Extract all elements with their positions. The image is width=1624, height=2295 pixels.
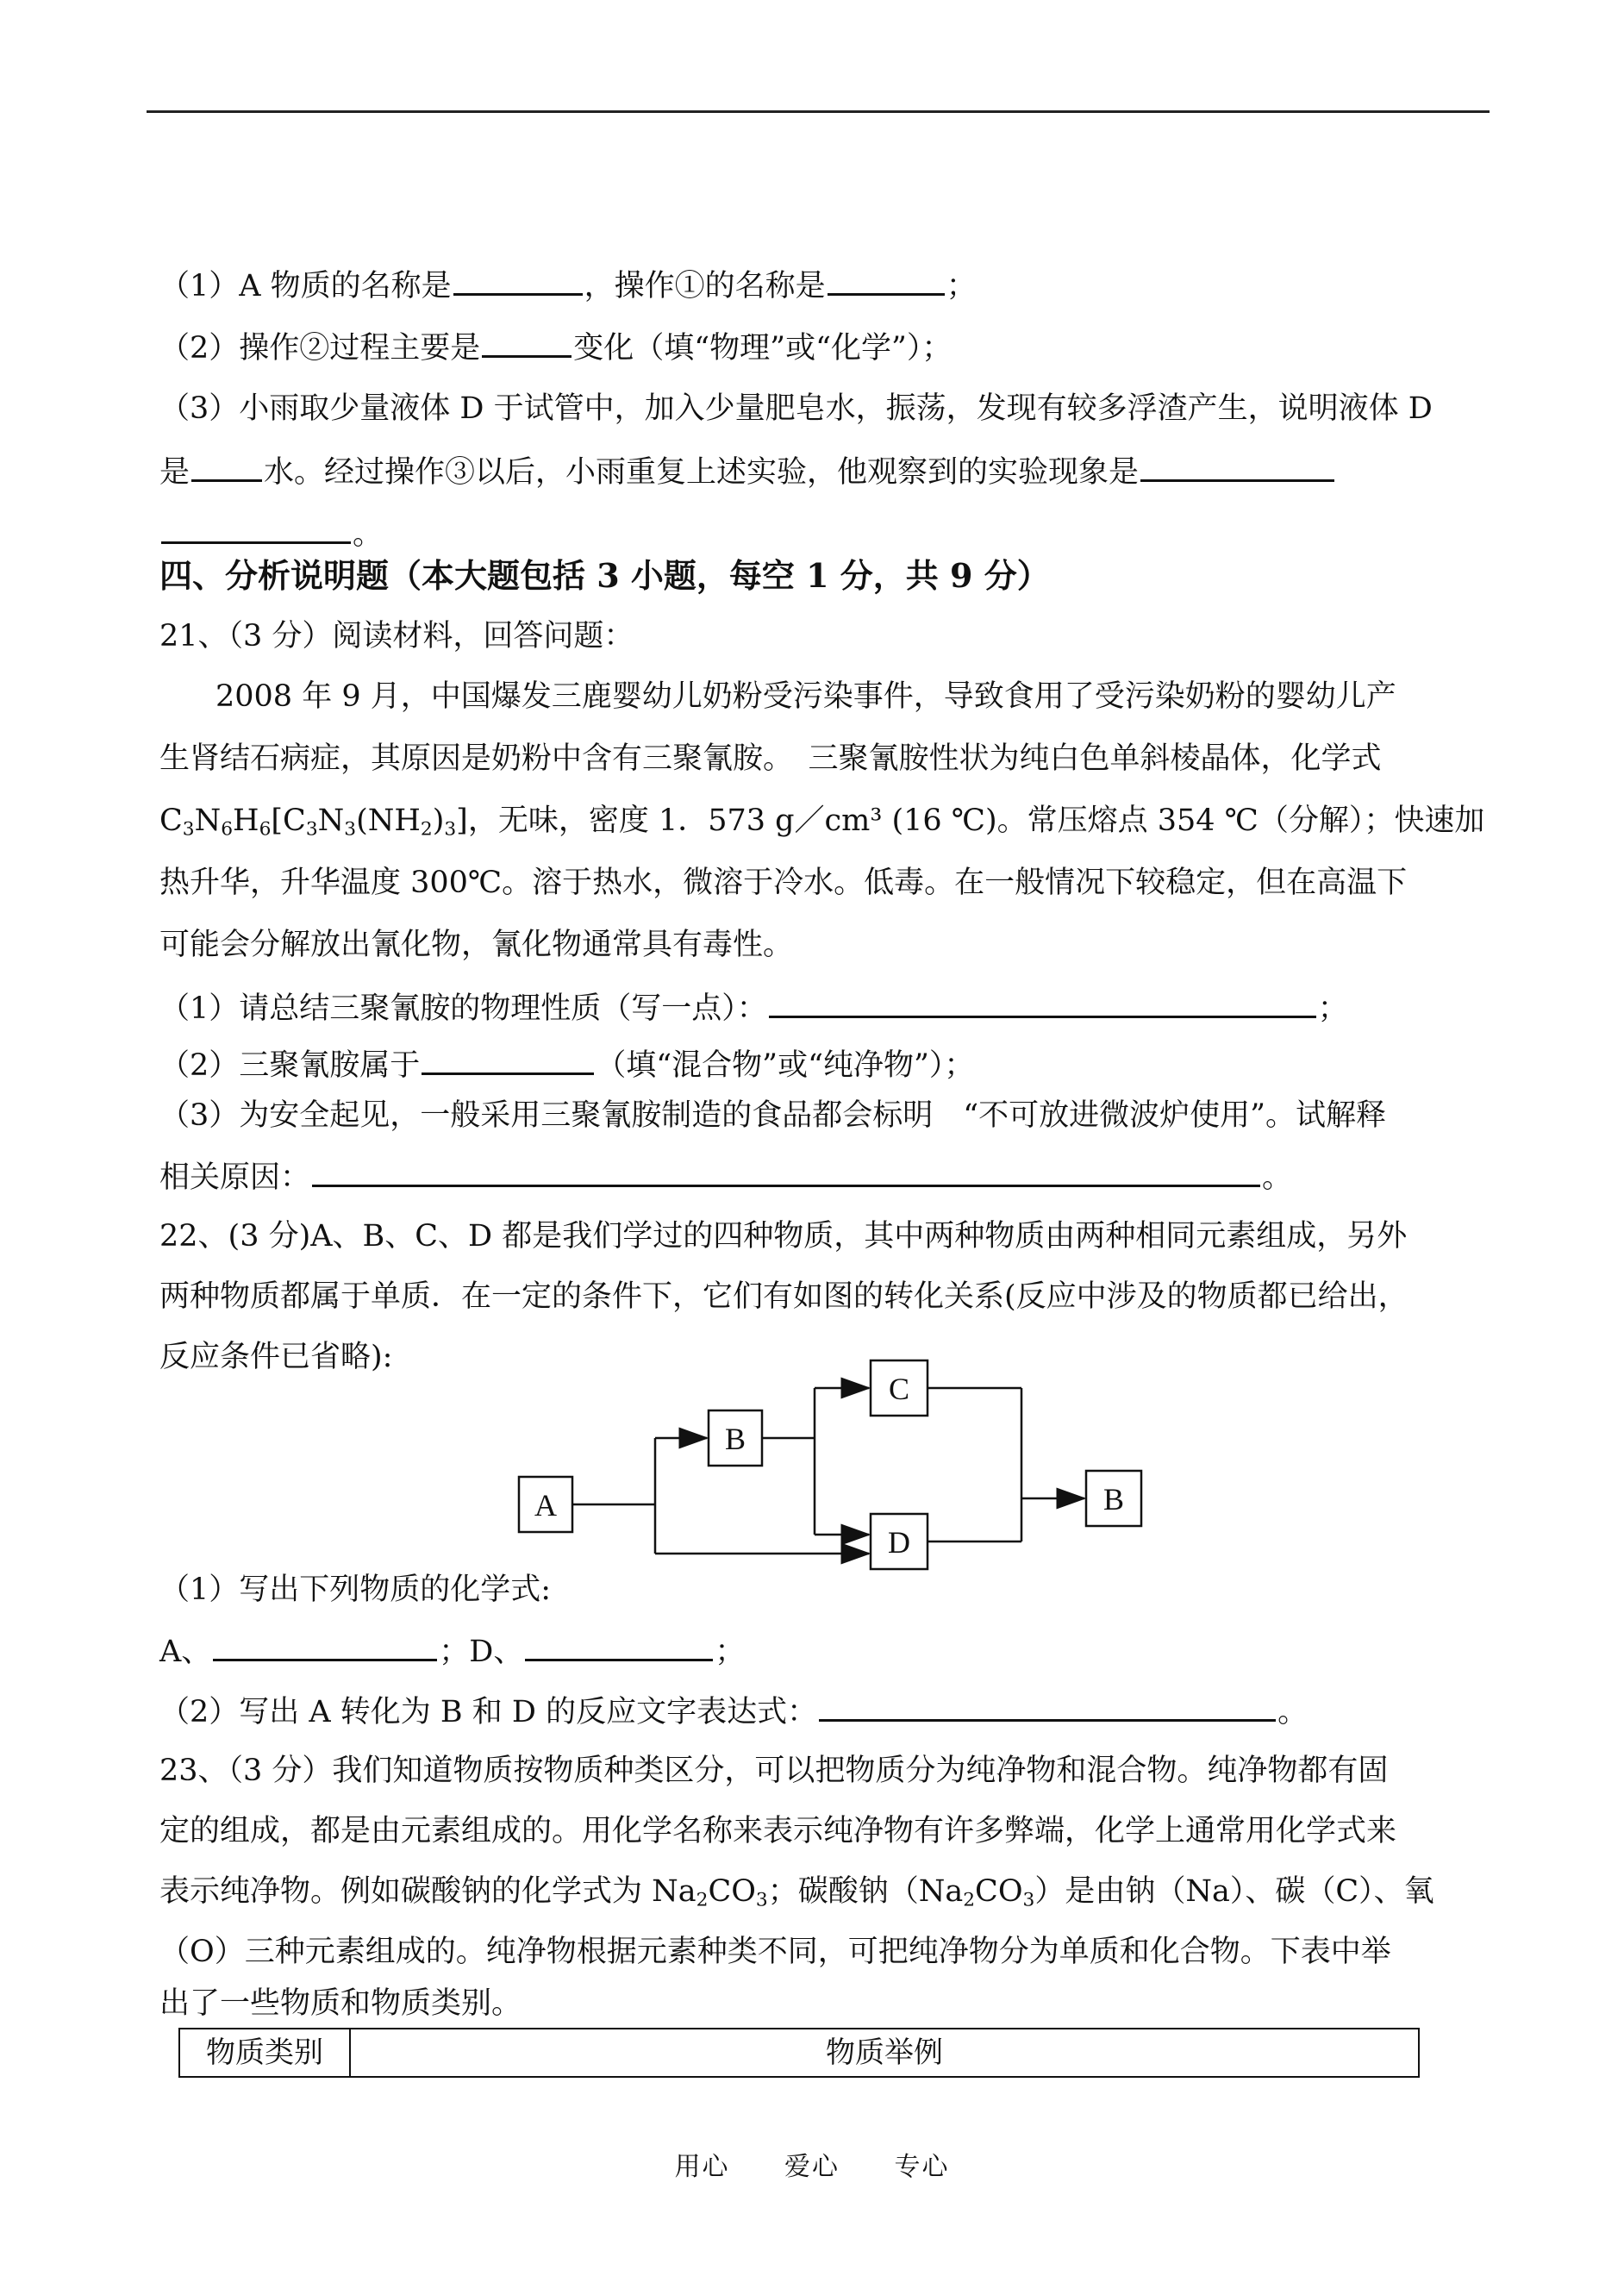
footer-text: 爱心	[784, 2152, 840, 2182]
q22-sub1-blanks: A、 ；D、 ；	[159, 1629, 1496, 1673]
q21-para-line: 热升华，升华温度 300℃。溶于热水，微溶于冷水。低毒。在一般情况下较稳定，但在高温下	[159, 866, 1408, 900]
footer	[0, 2145, 1624, 2183]
q21-sub3-line1: （3）为安全起见，一般采用三聚氰胺制造的食品都会标明 “不可放进微波炉使用”。试解释	[159, 1098, 1387, 1133]
footer-text: 用心	[674, 2152, 730, 2182]
q22-sub2: （2）写出 A 转化为 B 和 D 的反应文字表达式： 。	[159, 1690, 1496, 1733]
q21-sub1: （1）请总结三聚氰胺的物理性质（写一点）： ；	[159, 986, 1496, 1029]
answer-blank[interactable]	[161, 512, 351, 544]
top-rule	[147, 110, 1490, 113]
table-header-example: 物质举例	[826, 2035, 943, 2070]
q22-sub1: （1）写出下列物质的化学式:	[159, 1573, 552, 1607]
q22-line: 两种物质都属于单质．在一定的条件下，它们有如图的转化关系(反应中涉及的物质都已给出，	[159, 1279, 1409, 1314]
answer-blank[interactable]	[453, 264, 583, 296]
answer-blank[interactable]	[819, 1690, 1276, 1722]
q23-line: 出了一些物质和物质类别。	[159, 1986, 522, 2021]
label-b2: B	[1102, 1482, 1125, 1516]
answer-blank[interactable]	[1140, 450, 1334, 482]
q23-line: （O）三种元素组成的。纯净物根据元素种类不同，可把纯净物分为单质和化合物。下表中举	[159, 1935, 1391, 1969]
q20-part1: （1）A 物质的名称是 ，操作①的名称是 ；	[159, 264, 1496, 307]
footer-text: 专心	[894, 2152, 950, 2182]
q20-part3-line3: 。	[159, 512, 1496, 555]
label-a: A	[534, 1488, 557, 1523]
q21-sub3-line2: 相关原因： 。	[159, 1155, 1496, 1198]
q23-line: 定的组成，都是由元素组成的。用化学名称来表示纯净物有许多弊端，化学上通常用化学式来	[159, 1814, 1397, 1848]
q21-para-line: 2008 年 9 月，中国爆发三鹿婴幼儿奶粉受污染事件，导致食用了受污染奶粉的婴幼儿产	[215, 679, 1396, 714]
q23-line: 23、（3 分）我们知道物质按物质种类区分，可以把物质分为纯净物和混合物。纯净物都有固	[159, 1754, 1389, 1788]
q22-line: 22、(3 分)A、B、C、D 都是我们学过的四种物质，其中两种物质由两种相同元素组成，另外	[159, 1219, 1408, 1254]
answer-blank[interactable]	[828, 264, 945, 296]
q20-part2: （2）操作②过程主要是 变化（填“物理”或“化学”）；	[159, 326, 1496, 369]
q21-intro: 21、（3 分）阅读材料，回答问题：	[159, 619, 634, 653]
answer-blank[interactable]	[213, 1629, 437, 1661]
q23-formula-line: 表示纯净物。例如碳酸钠的化学式为 $Na_2CO_3$；碳酸钠$(Na_2CO_3)$是由钠（Na）、碳（C）、氧	[159, 1874, 1434, 1911]
q20-p1-text: （1）A 物质的名称是	[159, 269, 452, 303]
section-heading: 四、分析说明题（本大题包括 3 小题，每空 1 分，共 9 分）	[159, 556, 1050, 595]
label-b: B	[724, 1422, 746, 1456]
q21-para-line: 可能会分解放出氰化物，氰化物通常具有毒性。	[159, 928, 794, 962]
answer-blank[interactable]	[422, 1043, 594, 1075]
q20-part3-line1: （3）小雨取少量液体 D 于试管中，加入少量肥皂水，振荡，发现有较多浮渣产生，说明液体 D	[159, 391, 1433, 426]
label-c: C	[888, 1372, 910, 1406]
q21-para-line: 生肾结石病症，其原因是奶粉中含有三聚氰胺。 三聚氰胺性状为纯白色单斜棱晶体，化学式	[159, 741, 1382, 776]
q21-sub2: （2）三聚氰胺属于 （填“混合物”或“纯净物”）；	[159, 1043, 1496, 1086]
answer-blank[interactable]	[191, 450, 262, 482]
answer-blank[interactable]	[769, 986, 1316, 1018]
answer-blank[interactable]	[312, 1155, 1260, 1187]
q22-line: 反应条件已省略):	[159, 1340, 393, 1374]
q20-part3-line2: 是 水。经过操作③以后，小雨重复上述实验，他观察到的实验现象是	[159, 450, 1496, 493]
q21-formula-line: $C_3N_6H_6[C_3N_3(NH_2)_3]$，无味，密度 1．573 g／cm³ (16 ℃)。常压熔点 354 ℃（分解）；快速加	[159, 804, 1485, 841]
label-d: D	[888, 1525, 910, 1560]
q20-p1-text2: ，操作①的名称是	[584, 269, 826, 303]
answer-blank[interactable]	[482, 326, 572, 358]
table-header-category: 物质类别	[180, 2029, 351, 2076]
answer-blank[interactable]	[525, 1629, 713, 1661]
conversion-diagram	[509, 1354, 1164, 1595]
category-table	[178, 2028, 1420, 2078]
